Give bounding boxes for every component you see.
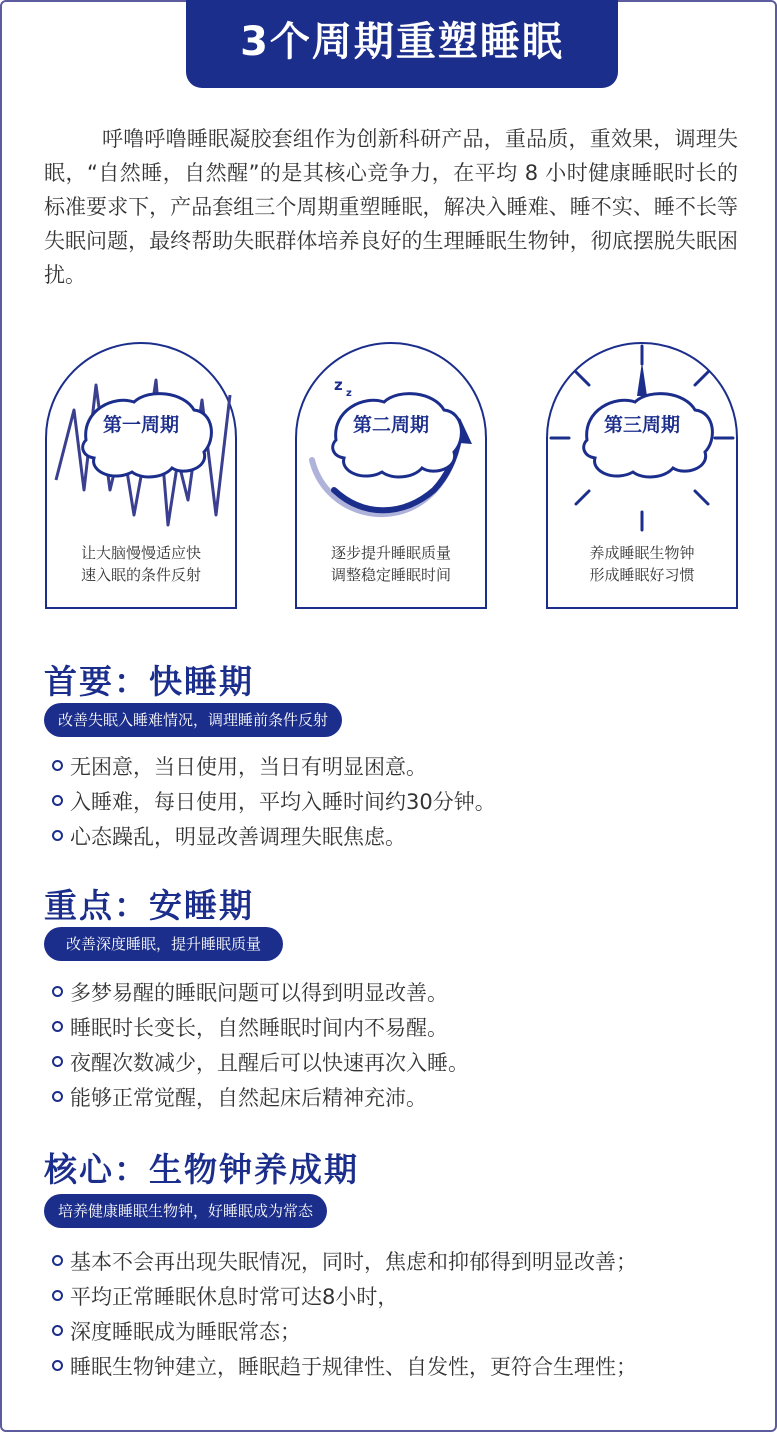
page-title: 3个周期重塑睡眠 (186, 0, 618, 88)
cycle-desc-line: 逐步提升睡眠质量 (330, 544, 451, 562)
list-item-text: 能够正常觉醒，自然起床后精神充沛。 (70, 1085, 427, 1110)
list-item-text: 基本不会再出现失眠情况，同时，焦虑和抑郁得到明显改善； (70, 1249, 637, 1274)
bullet-circle-icon (52, 830, 63, 841)
section-title-biological-clock: 核心：生物钟养成期 (44, 1150, 359, 1189)
section-pill: 改善失眠入睡难情况，调理睡前条件反射 (44, 703, 342, 737)
list-item-text: 多梦易醒的睡眠问题可以得到明显改善。 (70, 980, 448, 1005)
cycle-desc-line: 让大脑慢慢适应快 (80, 544, 201, 562)
cycle-label: 第二周期 (352, 414, 429, 436)
intro-paragraph: 呼噜呼噜睡眠凝胶套组作为创新科研产品，重品质，重效果，调理失眠，“自然睡，自然醒”的是其核心竞争力，在平均 8 小时健康睡眠时长的标准要求下，产品套组三个周期重塑睡眠，解决入睡难、睡不实、睡不长等失眠问题，最终帮助失眠群体培养良好的生理睡眠生物钟，彻底摆脱失眠困扰。 (44, 127, 738, 287)
bullet-circle-icon (52, 760, 63, 771)
list-item (52, 783, 496, 818)
section-title-sound-sleep: 重点：安睡期 (44, 886, 254, 925)
list-item-text: 睡眠生物钟建立，睡眠趋于规律性、自发性，更符合生理性； (70, 1354, 637, 1379)
bullet-circle-icon (52, 1255, 63, 1266)
bullet-circle-icon (52, 986, 63, 997)
svg-text:z: z (346, 388, 352, 399)
section-list (52, 748, 496, 853)
cycle-desc (294, 542, 488, 586)
bullet-circle-icon (52, 1091, 63, 1102)
list-item-text: 平均正常睡眠休息时常可达8小时， (70, 1284, 399, 1309)
list-item (52, 1348, 637, 1383)
cycle-desc-line: 养成睡眠生物钟 (589, 544, 695, 562)
cycle-card-3 (545, 340, 739, 610)
list-item-text: 睡眠时长变长，自然睡眠时间内不易醒。 (70, 1015, 448, 1040)
cycle-card-2 (294, 340, 488, 610)
section-pill: 培养健康睡眠生物钟，好睡眠成为常态 (44, 1194, 327, 1228)
cycle-cards (0, 340, 777, 612)
list-item (52, 974, 469, 1009)
list-item (52, 748, 496, 783)
cycle-desc (545, 542, 739, 586)
list-item-text: 入睡难，每日使用，平均入睡时间约30分钟。 (70, 789, 496, 814)
list-item (52, 1009, 469, 1044)
cycle-desc-line: 调整稳定睡眠时间 (330, 566, 451, 584)
bullet-circle-icon (52, 1021, 63, 1032)
bullet-circle-icon (52, 1360, 63, 1371)
bullet-circle-icon (52, 795, 63, 806)
cycle-label: 第一周期 (102, 414, 179, 436)
list-item-text: 心态躁乱，明显改善调理失眠焦虑。 (70, 824, 406, 849)
cycle-desc (44, 542, 238, 586)
section-list (52, 1243, 637, 1383)
cycle-label: 第三周期 (603, 414, 680, 436)
section-pill: 改善深度睡眠，提升睡眠质量 (44, 927, 283, 961)
section-title-fast-sleep: 首要：快睡期 (44, 662, 254, 701)
list-item (52, 1278, 637, 1313)
bullet-circle-icon (52, 1056, 63, 1067)
svg-text:z: z (334, 376, 343, 394)
list-item-text: 夜醒次数减少，且醒后可以快速再次入睡。 (70, 1050, 469, 1075)
cycle-desc-line: 速入眠的条件反射 (80, 566, 201, 584)
list-item (52, 1243, 637, 1278)
list-item (52, 1079, 469, 1114)
cycle-card-1 (44, 340, 238, 610)
list-item (52, 1313, 637, 1348)
list-item-text: 深度睡眠成为睡眠常态； (70, 1319, 301, 1344)
list-item (52, 818, 496, 853)
section-list (52, 974, 469, 1114)
cycle-desc-line: 形成睡眠好习惯 (589, 566, 695, 584)
list-item-text: 无困意，当日使用，当日有明显困意。 (70, 754, 427, 779)
list-item (52, 1044, 469, 1079)
bullet-circle-icon (52, 1325, 63, 1336)
bullet-circle-icon (52, 1290, 63, 1301)
